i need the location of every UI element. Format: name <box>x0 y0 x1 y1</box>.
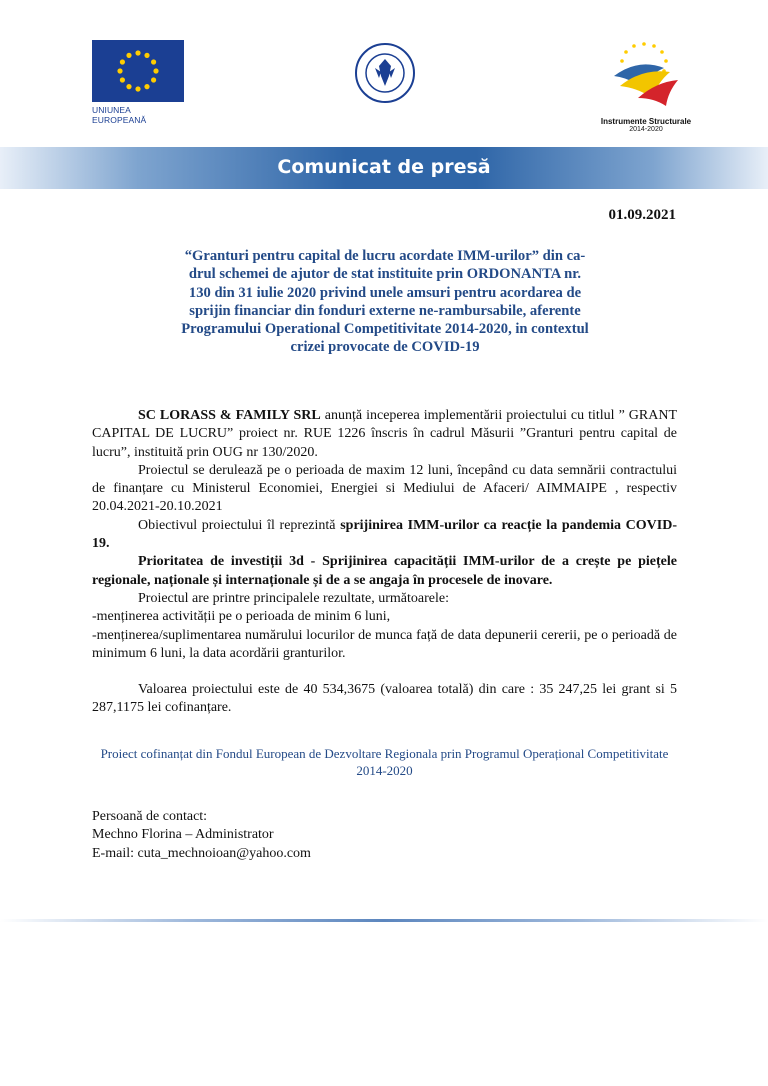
eu-logo <box>92 40 186 125</box>
result-item: -menținerea activității pe o perioada de minim 6 luni, <box>92 609 391 625</box>
contact-label: Persoană de contact: <box>92 809 208 824</box>
headline-line: sprijin financiar din fonduri externe ne-rambursabile, aferente <box>189 302 581 319</box>
contact-email: E-mail: cuta_mechnoioan@yahoo.com <box>92 845 311 861</box>
paragraph-value: Valoarea proiectului este de 40 534,3675 (valoarea totală) din care : 35 247,25 lei grant si 5 287,1175 lei cofinanțare. <box>92 682 677 716</box>
result-item: -menținerea/suplimentarea numărului locurilor de munca față de data depunerii cererii, pe o perioadă de minimum 6 luni, la data acordării granturilor. <box>92 627 677 661</box>
priority-text: Prioritatea de investiții 3d - Sprijinirea capacității IMM-urilor de a crește pe piețele regionale, naționale și internaționale și de a se angaja în procesele de inovare. <box>92 554 677 588</box>
government-seal-icon <box>354 42 416 104</box>
objective-lead: Obiectivul proiectului îl reprezintă <box>138 517 341 533</box>
cofinancing-note: Proiect cofinanțat din Fondul European de Dezvoltare Regionala prin Programul Operațional Competitivitate 2014-2020 <box>100 746 669 778</box>
company-name: SC LORASS & FAMILY SRL <box>138 408 321 423</box>
is-caption-title: Instrumente Structurale <box>600 117 692 126</box>
paragraph-results-intro: Proiectul are printre principalele rezultate, următoarele: <box>138 590 449 606</box>
eu-flag-icon <box>92 40 184 102</box>
is-caption <box>598 117 694 133</box>
intro-text: anunță inceperea implementării proiectului cu titlul ” GRANT CAPITAL DE LUCRU” proiect nr. RUE 1226 înscris în cadrul Măsurii ”Granturi pentru capital de lucru”, instituită prin OUG nr 130/2020. <box>92 408 678 460</box>
structural-instruments-icon <box>598 38 694 110</box>
footer-divider <box>0 919 768 922</box>
is-caption-years: 2014-2020 <box>629 126 663 133</box>
press-release-banner <box>0 147 768 189</box>
headline-line: “Granturi pentru capital de lucru acordate IMM-urilor” din ca- <box>184 248 586 264</box>
banner-title: Comunicat de presă <box>277 156 491 178</box>
contact-name: Mechno Florina – Administrator <box>92 827 274 843</box>
contact-block <box>92 808 311 863</box>
headline-line: drul schemei de ajutor de stat instituite prin ORDONANTA nr. <box>188 266 582 283</box>
paragraph-priority <box>92 553 677 590</box>
headline <box>138 247 632 357</box>
release-date: 01.09.2021 <box>608 207 676 223</box>
structural-instruments-logo <box>598 38 694 133</box>
objective-bold: sprijinirea IMM-urilor ca reacție la pandemia COVID-19. <box>92 517 678 552</box>
paragraph-objective <box>92 517 677 554</box>
headline-line: crizei provocate de COVID-19 <box>290 339 480 356</box>
paragraph-duration: Proiectul se derulează pe o perioada de maxim 12 luni, începând cu data semnării contractului de finanțare cu Ministerul Economiei, Energiei si Mediului de Afaceri/ AIMMAIPE , respectiv 20.04.2021-20.10.2021 <box>92 462 677 515</box>
body-text <box>92 407 677 718</box>
eu-caption: UNIUNEA EUROPEANĂ <box>92 105 147 125</box>
paragraph-intro <box>92 407 677 462</box>
headline-line: 130 din 31 iulie 2020 privind unele amsuri pentru acordarea de <box>188 284 582 301</box>
headline-line: Programului Operational Competitivitate 2014-2020, in contextul <box>181 321 589 338</box>
